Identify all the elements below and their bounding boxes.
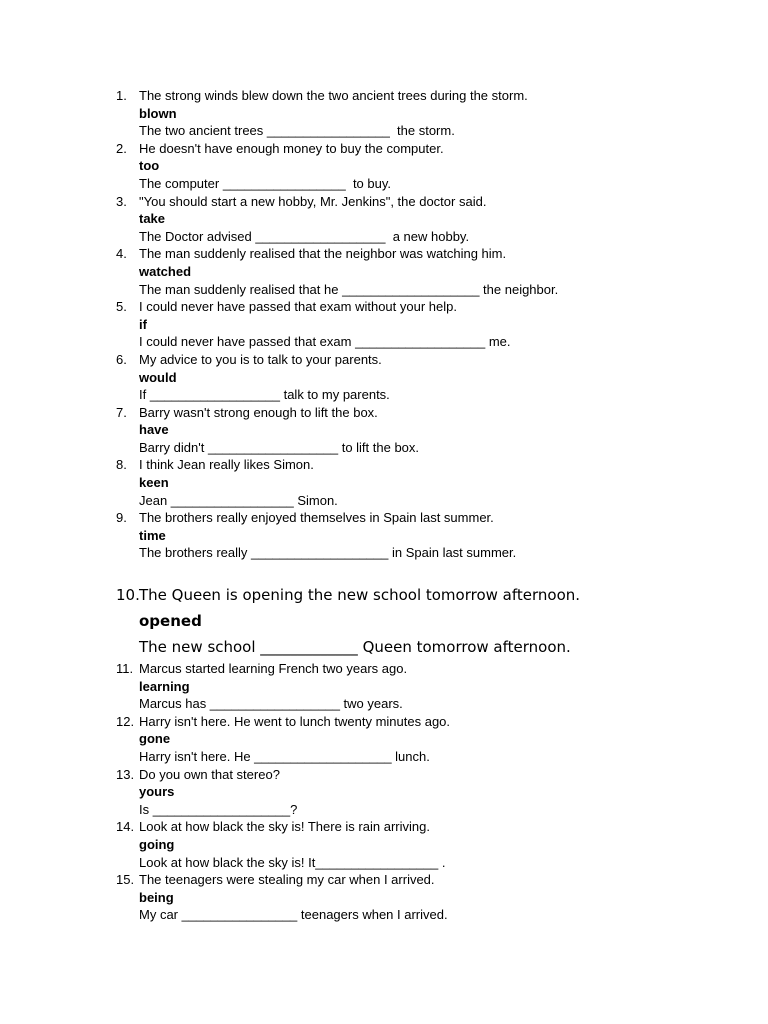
exercise-number: 12. [116,713,135,729]
exercise-rewrite: I could never have passed that exam __________________ me. [139,334,511,350]
exercise-number: 6. [116,351,127,367]
exercise-number: 10. [116,586,140,605]
exercise-keyword: if [139,316,147,332]
exercise-sentence: Do you own that stereo? [139,766,280,782]
exercise-item [0,87,768,140]
exercise-item [0,818,768,871]
exercise-item [0,245,768,298]
exercise-number: 9. [116,510,127,526]
exercise-rewrite: Jean _________________ Simon. [139,492,338,508]
exercise-number: 2. [116,140,127,156]
exercise-keyword: time [139,527,166,543]
exercise-rewrite: Barry didn't __________________ to lift the box. [139,439,420,455]
exercise-keyword: would [139,369,177,385]
exercise-rewrite: Is ___________________? [139,801,298,817]
exercise-rewrite: Harry isn't here. He ___________________ lunch. [139,749,430,764]
exercise-rewrite: The new school _____________ Queen tomorrow afternoon. [139,638,571,657]
exercise-sentence: The teenagers were stealing my car when I arrived. [139,872,435,888]
exercise-sentence: Look at how black the sky is! There is rain arriving. [139,819,430,835]
exercise-sentence: Marcus started learning French two years ago. [139,661,408,677]
exercise-keyword: being [139,889,174,905]
exercise-number: 3. [116,193,127,209]
exercise-item [0,456,768,509]
exercise-number: 1. [116,88,127,103]
exercise-rewrite: The Doctor advised __________________ a new hobby. [139,228,470,244]
exercise-number: 8. [116,457,127,473]
exercise-keyword: take [139,211,166,227]
exercise-rewrite: The two ancient trees _________________ the storm. [139,123,455,139]
exercise-item [0,140,768,193]
exercise-sentence: The strong winds blew down the two ancient trees during the storm. [139,88,528,103]
exercise-number: 4. [116,246,127,262]
exercise-sentence: The man suddenly realised that the neighbor was watching him. [139,246,507,262]
exercise-item [0,404,768,457]
exercise-item [0,298,768,351]
exercise-keyword: going [139,836,175,852]
exercise-number: 11. [116,661,134,677]
exercise-number: 14. [116,819,135,835]
exercise-item [0,871,768,924]
exercise-sentence: I think Jean really likes Simon. [139,457,314,473]
exercise-sentence: I could never have passed that exam without your help. [139,299,457,315]
exercise-sentence: Harry isn't here. He went to lunch twenty minutes ago. [139,713,451,729]
exercise-keyword: keen [139,475,169,491]
exercise-keyword: blown [139,105,177,121]
exercise-number: 13. [116,766,135,782]
exercise-rewrite: Look at how black the sky is! It_________________ . [139,854,446,870]
exercise-rewrite: My car ________________ teenagers when I arrived. [139,907,448,923]
exercise-sentence: Barry wasn't strong enough to lift the box. [139,404,378,420]
exercise-item [0,766,768,819]
exercise-sentence: The Queen is opening the new school tomorrow afternoon. [139,586,581,605]
exercise-number: 15. [116,872,135,888]
exercise-sentence: The brothers really enjoyed themselves in Spain last summer. [139,510,494,526]
exercise-rewrite: The computer _________________ to buy. [139,175,392,191]
exercise-item [0,509,768,562]
exercise-rewrite: Marcus has __________________ two years. [139,696,403,712]
exercise-item [0,582,768,660]
exercise-sentence: My advice to you is to talk to your parents. [139,351,382,367]
exercise-keyword: too [139,158,160,174]
exercise-item [0,660,768,713]
exercise-number: 5. [116,299,127,315]
exercise-keyword: watched [139,263,192,279]
exercise-keyword: learning [139,678,190,694]
exercise-keyword: opened [139,612,202,631]
exercise-list [0,87,768,924]
exercise-sentence: He doesn't have enough money to buy the computer. [139,140,444,156]
exercise-rewrite: The brothers really ___________________ in Spain last summer. [139,545,517,561]
exercise-keyword: have [139,422,169,438]
exercise-item [0,193,768,246]
exercise-number: 7. [116,404,127,420]
exercise-keyword: yours [139,784,175,800]
exercise-sentence: "You should start a new hobby, Mr. Jenkins", the doctor said. [139,193,487,209]
exercise-rewrite: If __________________ talk to my parents. [139,387,390,403]
exercise-item [0,713,768,766]
exercise-keyword: gone [139,731,171,747]
exercise-rewrite: The man suddenly realised that he ___________________ the neighbor. [139,281,559,297]
exercise-item [0,351,768,404]
